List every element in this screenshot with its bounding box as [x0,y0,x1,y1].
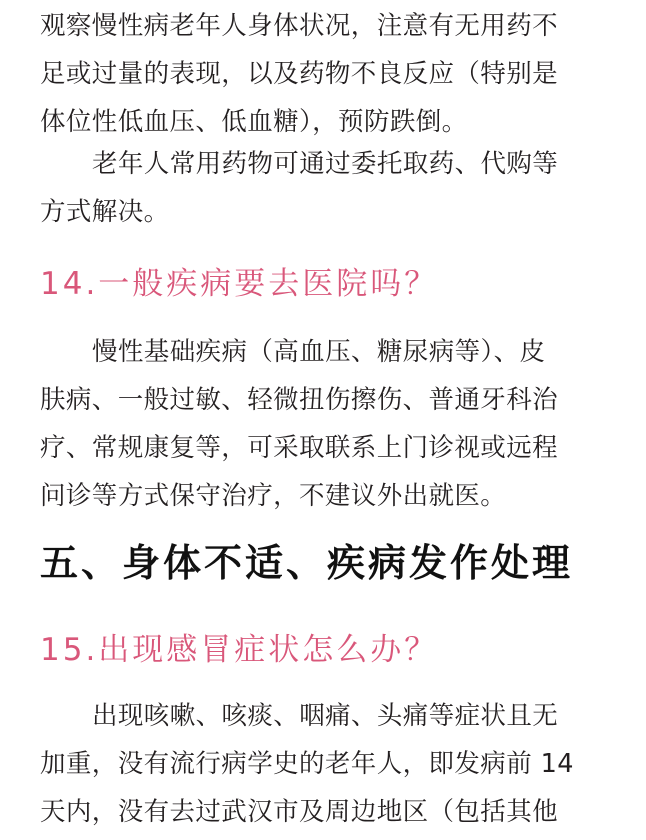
question-14-line-4: 问诊等方式保守治疗，不建议外出就医。 [40,481,507,511]
medicine-note-paragraph [40,140,620,236]
question-14-line-1: 慢性基础疾病（高血压、糖尿病等）、皮 [92,337,546,367]
medicine-note-line-2: 方式解决。 [40,197,170,227]
question-14-heading: 14.一般疾病要去医院吗？ [40,266,439,302]
question-15-line-3: 天内，没有去过武汉市及周边地区（包括其他 [40,797,559,827]
question-15-line-2: 加重，没有流行病学史的老年人，即发病前 14 [40,749,574,779]
medicine-note-line-1: 老年人常用药物可通过委托取药、代购等 [92,149,559,179]
question-15-paragraph [40,692,620,836]
question-14-line-3: 疗、常规康复等，可采取联系上门诊视或远程 [40,433,559,463]
question-15-heading: 15.出现感冒症状怎么办？ [40,632,439,668]
intro-paragraph [40,2,620,146]
section-5-heading: 五、身体不适、疾病发作处理 [40,541,574,585]
intro-line-3: 体位性低血压、低血糖），预防跌倒。 [40,107,468,137]
question-15-line-1: 出现咳嗽、咳痰、咽痛、头痛等症状且无 [92,701,559,731]
intro-line-2: 足或过量的表现，以及药物不良反应（特别是 [40,59,559,89]
question-14-line-2: 肤病、一般过敏、轻微扭伤擦伤、普通牙科治 [40,385,559,415]
intro-line-1: 观察慢性病老年人身体状况，注意有无用药不 [40,11,559,41]
question-14-paragraph [40,328,620,520]
